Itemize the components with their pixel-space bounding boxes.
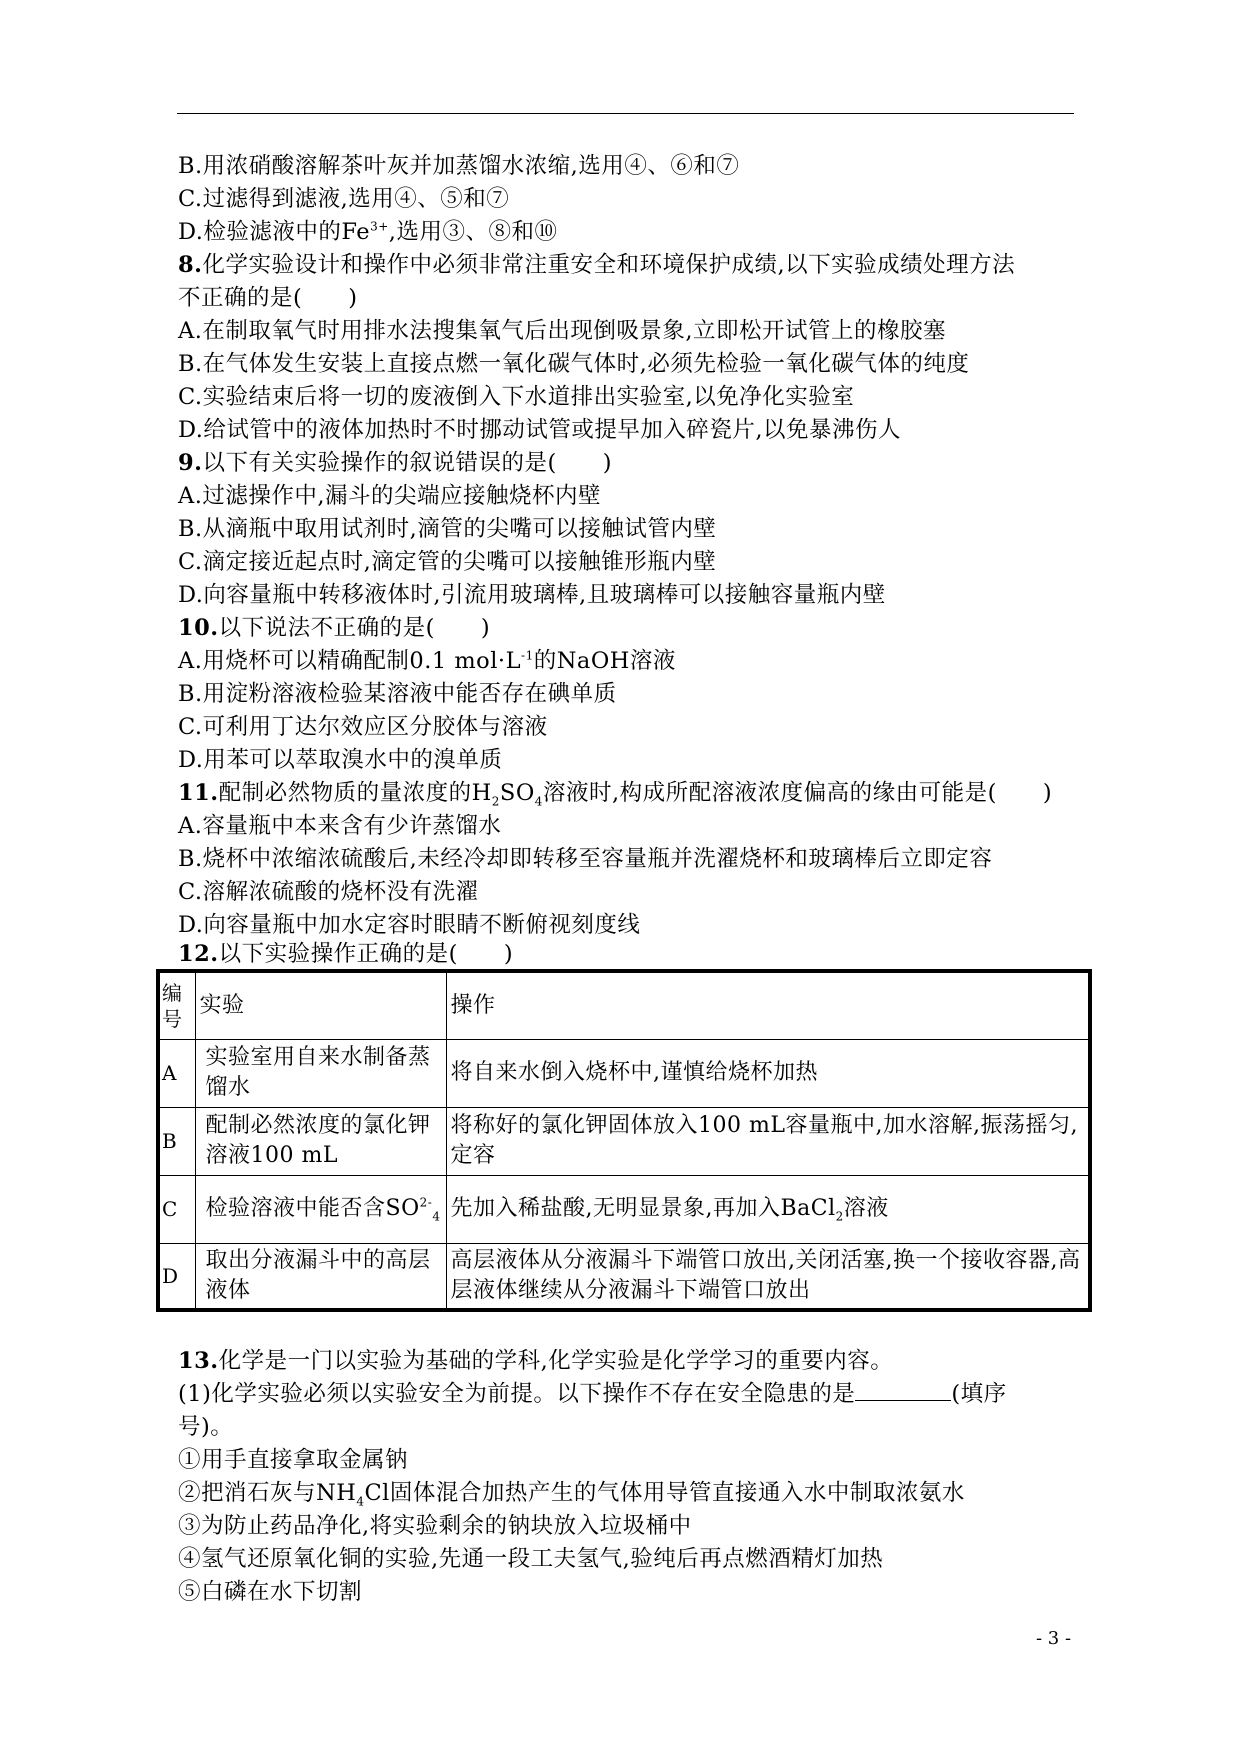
row-operation: 将称好的氯化钾固体放入100 mL容量瓶中,加水溶解,振荡摇匀,定容 [446,1107,1090,1175]
item-line: ③为防止药品净化,将实验剩余的钠块放入垃圾桶中 [178,1513,692,1539]
option-line: C.实验结束后将一切的废液倒入下水道排出实验室,以免净化实验室 [178,384,855,410]
option-line: A.在制取氧气时用排水法搜集氧气后出现倒吸景象,立即松开试管上的橡胶塞 [178,318,947,344]
header-operation: 操作 [446,971,1090,1039]
question-8-stem: 8.化学实验设计和操作中必须非常注重安全和环境保护成绩,以下实验成绩处理方法 [178,252,1016,278]
item-line: ②把消石灰与$NH_4Cl$固体混合加热产生的气体用导管直接通入水中制取浓氨水 [178,1480,965,1509]
option-line: C.溶解浓硫酸的烧杯没有洗濯 [178,879,479,905]
row-experiment: 配制必然浓度的氯化钾溶液100 mL [195,1107,446,1175]
sub-question-1-cont: 号)。 [178,1414,234,1440]
option-line: B.烧杯中浓缩浓硫酸后,未经冷却即转移至容量瓶并洗濯烧杯和玻璃棒后立即定容 [178,846,993,872]
row-operation: 高层液体从分液漏斗下端管口放出,关闭活塞,换一个接收容器,高层液体继续从分液漏斗下端管口放出 [446,1243,1090,1310]
row-no: A [158,1039,195,1107]
question-11-stem: 11.配制必然物质的量浓度的$H_2SO_4$溶液时,构成所配溶液浓度偏高的缘由可能是( ) [178,780,1053,809]
row-no: B [158,1107,195,1175]
item-line: ④氢气还原氧化铜的实验,先通一段工夫氢气,验纯后再点燃酒精灯加热 [178,1546,884,1572]
header-rule [177,113,1074,114]
item-line: ①用手直接拿取金属钠 [178,1447,409,1473]
option-line: C.可利用丁达尔效应区分胶体与溶液 [178,714,548,740]
question-10-stem: 10.以下说法不正确的是( ) [178,615,491,641]
row-experiment: 取出分液漏斗中的高层液体 [195,1243,446,1310]
option-line: A.过滤操作中,漏斗的尖端应接触烧杯内壁 [178,483,602,509]
option-line: A.容量瓶中本来含有少许蒸馏水 [178,813,502,839]
row-experiment: 实验室用自来水制备蒸馏水 [195,1039,446,1107]
page-number: - 3 - [1036,1628,1072,1649]
option-line: B.用淀粉溶液检验某溶液中能否存在碘单质 [178,681,617,707]
header-no: 编号 [158,971,195,1039]
answer-blank[interactable] [855,1378,951,1401]
option-line: C.滴定接近起点时,滴定管的尖嘴可以接触锥形瓶内壁 [178,549,717,575]
option-line: C.过滤得到滤液,选用④、⑤和⑦ [178,186,510,212]
row-experiment: 检验溶液中能否含$SO^{2-}_4$ [195,1175,446,1243]
table-header-row [158,971,1090,1039]
header-experiment: 实验 [195,971,446,1039]
row-operation: 将自来水倒入烧杯中,谨慎给烧杯加热 [446,1039,1090,1107]
option-line: D.检验滤液中的$Fe^{3+}$,选用③、⑧和⑩ [178,219,558,245]
table-row [158,1243,1090,1310]
sub-question-1: (1)化学实验必须以实验安全为前提。以下操作不存在安全隐患的是 (填序 [178,1378,1007,1410]
question-12-stem: 12.以下实验操作正确的是( ) [178,941,514,967]
option-line: B.在气体发生安装上直接点燃一氧化碳气体时,必须先检验一氧化碳气体的纯度 [178,351,970,377]
option-line: B.用浓硝酸溶解茶叶灰并加蒸馏水浓缩,选用④、⑥和⑦ [178,153,740,179]
option-line: B.从滴瓶中取用试剂时,滴管的尖嘴可以接触试管内壁 [178,516,717,542]
question-13-stem: 13.化学是一门以实验为基础的学科,化学实验是化学学习的重要内容。 [178,1348,894,1374]
option-line: D.用苯可以萃取溴水中的溴单质 [178,747,503,773]
row-no: C [158,1175,195,1243]
question-8-stem-cont: 不正确的是( ) [178,285,358,311]
experiment-table [156,969,1092,1312]
question-9-stem: 9.以下有关实验操作的叙说错误的是( ) [178,450,613,476]
table-row [158,1039,1090,1107]
table-row [158,1107,1090,1175]
table-row [158,1175,1090,1243]
row-operation: 先加入稀盐酸,无明显景象,再加入BaCl$_2$溶液 [446,1175,1090,1243]
row-no: D [158,1243,195,1310]
option-line: D.给试管中的液体加热时不时挪动试管或提早加入碎瓷片,以免暴沸伤人 [178,417,902,443]
item-line: ⑤白磷在水下切割 [178,1579,363,1605]
option-line: D.向容量瓶中转移液体时,引流用玻璃棒,且玻璃棒可以接触容量瓶内壁 [178,582,886,608]
option-line: D.向容量瓶中加水定容时眼睛不断俯视刻度线 [178,912,641,938]
option-line: A.用烧杯可以精确配制0.1 $mol\cdot L^{-1}$的NaOH溶液 [178,648,676,674]
